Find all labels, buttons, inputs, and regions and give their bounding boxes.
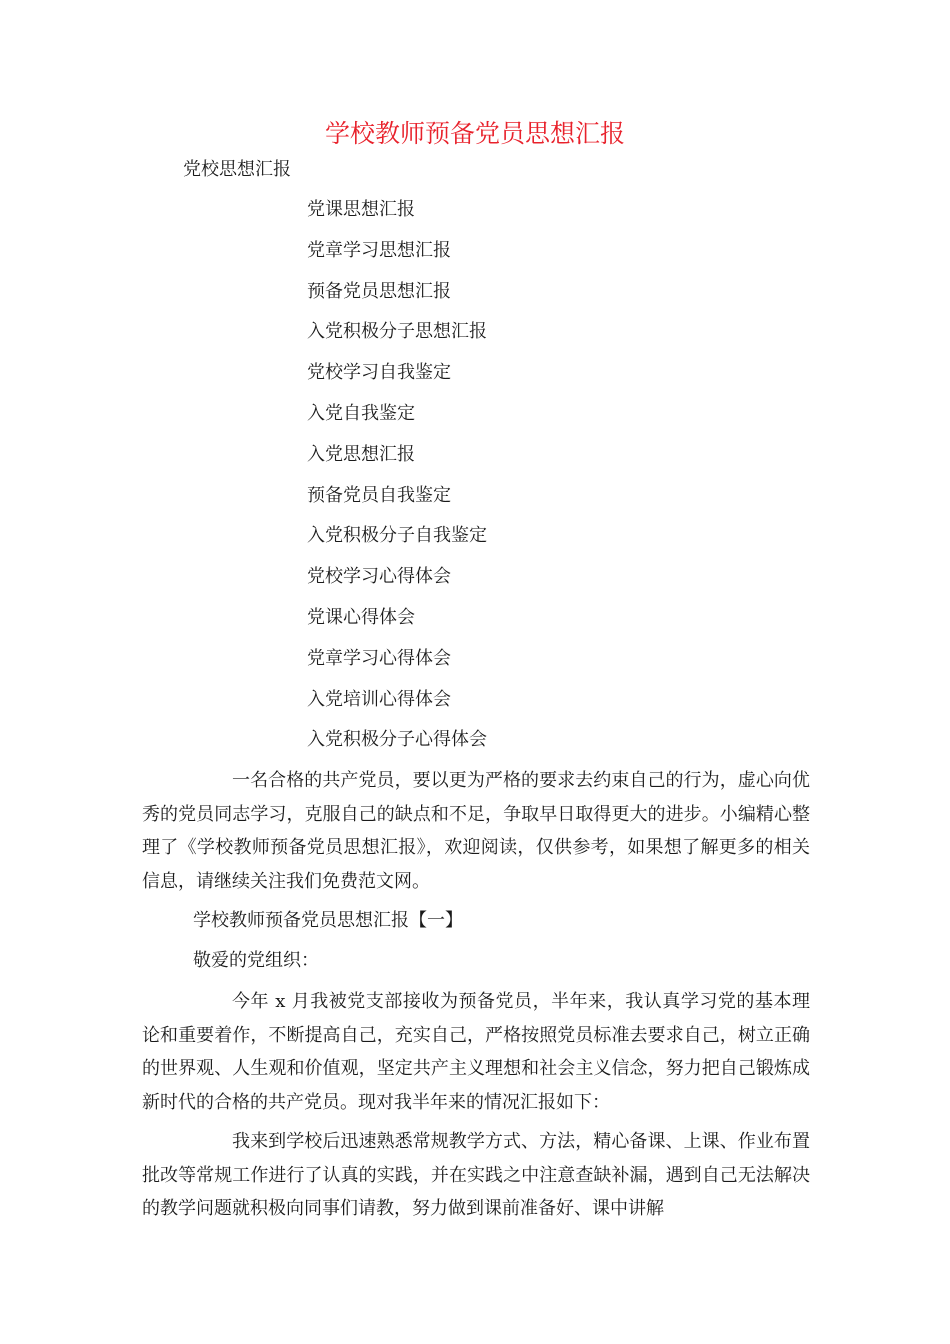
page-title: 学校教师预备党员思想汇报 xyxy=(324,119,625,148)
related-link[interactable]: 党章学习心得体会 xyxy=(307,647,451,669)
related-link[interactable]: 入党积极分子心得体会 xyxy=(307,729,487,751)
intro-paragraph: 一名合格的共产党员，要以更为严格的要求去约束自己的行为，虚心向优秀的党员同志学习，克服自己的缺点和不足，争取早日取得更大的进步。小编精心整理了《学校教师预备党员思想汇报》，欢迎阅读，仅供参考，如果想了解更多的相关信息，请继续关注我们免费范文网。 xyxy=(142,770,810,892)
related-link[interactable]: 党课思想汇报 xyxy=(307,199,415,220)
related-link[interactable]: 预备党员自我鉴定 xyxy=(307,484,451,506)
document-subtitle: 党校思想汇报 xyxy=(183,159,291,180)
related-link[interactable]: 入党积极分子思想汇报 xyxy=(307,321,487,343)
related-link[interactable]: 党课心得体会 xyxy=(307,606,415,628)
body-paragraph-2: 我来到学校后迅速熟悉常规教学方式、方法，精心备课、上课、作业布置批改等常规工作进行了认真的实践，并在实践之中注意查缺补漏，遇到自己无法解决的教学问题就积极向同事们请教，努力做到课前准备好、课中讲解 xyxy=(142,1131,810,1219)
related-link[interactable]: 入党培训心得体会 xyxy=(307,688,451,710)
related-link[interactable]: 党校学习心得体会 xyxy=(307,566,451,588)
section-heading: 学校教师预备党员思想汇报【一】 xyxy=(193,910,463,931)
related-link[interactable]: 入党思想汇报 xyxy=(307,443,415,465)
salutation: 敬爱的党组织： xyxy=(193,950,319,971)
related-link[interactable]: 预备党员思想汇报 xyxy=(307,280,451,302)
related-link[interactable]: 党章学习思想汇报 xyxy=(307,239,451,261)
related-link[interactable]: 党校学习自我鉴定 xyxy=(307,362,451,384)
related-links-list xyxy=(307,195,487,766)
body-paragraph-1: 今年 x 月我被党支部接收为预备党员，半年来，我认真学习党的基本理论和重要着作，不断提高自己，充实自己，严格按照党员标准去要求自己，树立正确的世界观、人生观和价值观，坚定共产主义理想和社会主义信念，努力把自己锻炼成新时代的合格的共产党员。现对我半年来的情况汇报如下： xyxy=(142,991,810,1113)
related-link[interactable]: 入党自我鉴定 xyxy=(307,402,415,424)
related-link[interactable]: 入党积极分子自我鉴定 xyxy=(307,525,487,547)
